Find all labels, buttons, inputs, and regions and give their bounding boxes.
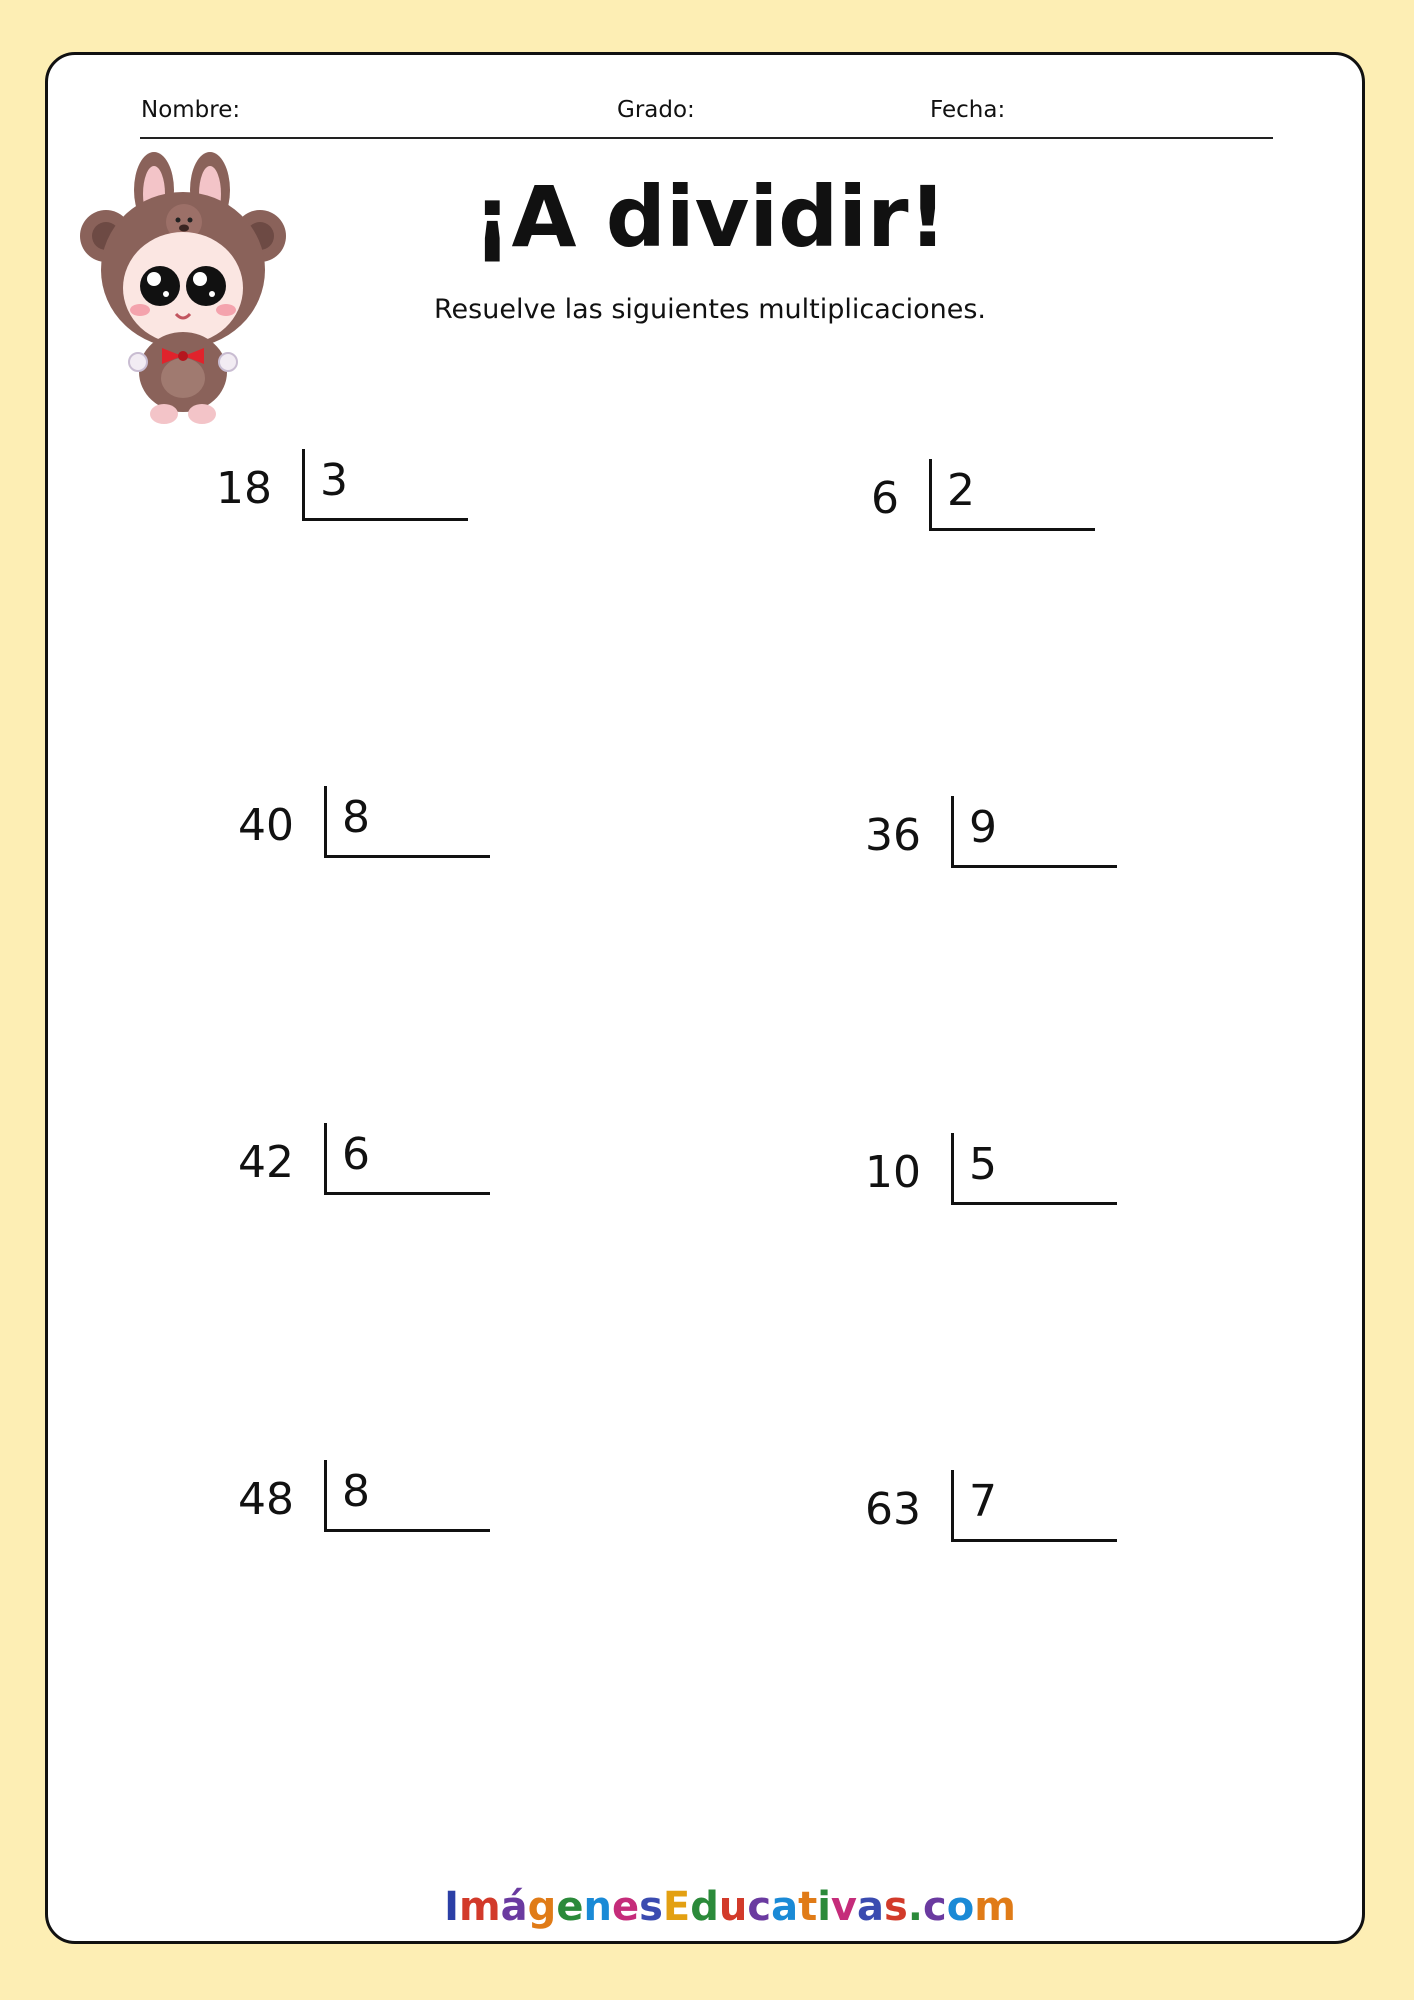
logo-letter: I [444, 1884, 459, 1930]
division-problem [831, 1470, 1151, 1550]
logo-letter: i [817, 1884, 831, 1930]
logo-letter: u [718, 1884, 748, 1930]
date-label: Fecha: [930, 97, 1006, 123]
divisor: 8 [342, 792, 370, 843]
divisor: 9 [969, 802, 997, 853]
divisor: 5 [969, 1139, 997, 1190]
logo-letter: t [798, 1884, 818, 1930]
dividend: 63 [865, 1484, 921, 1535]
logo-letter: e [611, 1884, 640, 1930]
dividend: 36 [865, 810, 921, 861]
logo-letter: v [830, 1884, 857, 1930]
logo-letter: d [690, 1884, 719, 1930]
logo-letter: m [974, 1884, 1016, 1930]
bear-girl-mascot-icon [72, 150, 297, 430]
page-title: ¡A dividir! [473, 168, 947, 266]
dividend: 48 [238, 1474, 294, 1525]
division-problem [809, 459, 1129, 539]
dividend: 6 [871, 473, 899, 524]
dividend: 18 [216, 463, 272, 514]
logo-letter: n [583, 1884, 612, 1930]
divisor: 8 [342, 1466, 370, 1517]
site-logo [400, 1884, 1060, 1930]
division-problem [204, 1123, 524, 1203]
dividend: 42 [238, 1137, 294, 1188]
logo-letter: a [856, 1884, 884, 1930]
dividend: 10 [865, 1147, 921, 1198]
grade-label: Grado: [617, 97, 695, 123]
name-label: Nombre: [141, 97, 241, 123]
instructions: Resuelve las siguientes multiplicaciones. [434, 294, 986, 325]
division-problem [204, 786, 524, 866]
division-problem [831, 796, 1151, 876]
logo-letter: o [946, 1884, 975, 1930]
header-underline [140, 137, 1273, 139]
divisor: 2 [947, 465, 975, 516]
divisor: 6 [342, 1129, 370, 1180]
logo-letter: c [923, 1884, 947, 1930]
logo-letter: á [500, 1884, 528, 1930]
division-problem [204, 1460, 524, 1540]
logo-letter: e [556, 1884, 584, 1930]
divisor: 7 [969, 1476, 997, 1527]
logo-letter: g [527, 1884, 557, 1930]
logo-letter: c [747, 1884, 772, 1930]
logo-letter: s [639, 1884, 663, 1930]
dividend: 40 [238, 800, 294, 851]
division-problem [182, 449, 502, 529]
logo-letter: m [458, 1884, 501, 1930]
logo-letter: s [883, 1884, 908, 1930]
divisor: 3 [320, 455, 348, 506]
logo-letter: E [662, 1884, 691, 1930]
division-problem [831, 1133, 1151, 1213]
logo-letter: . [907, 1884, 923, 1930]
logo-letter: a [771, 1884, 799, 1930]
